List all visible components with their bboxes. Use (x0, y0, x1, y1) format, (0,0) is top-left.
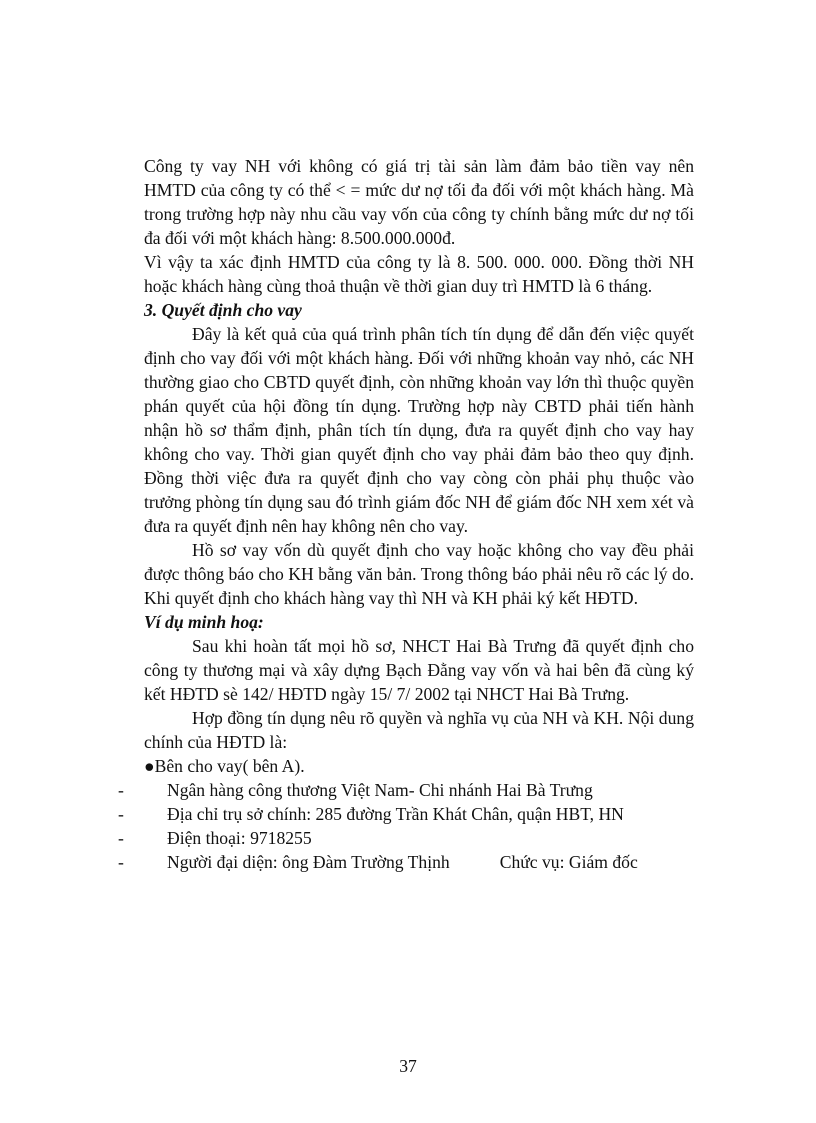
position-text: Chức vụ: Giám đốc (499, 852, 638, 872)
paragraph: Đây là kết quả của quá trình phân tích tín dụng để dẫn đến việc quyết định cho vay đối với một khách hàng. Đối với những khoản vay nhỏ, các NH thường giao cho CBTD quyết định, còn những khoản vay lớn thì thuộc quyền phán quyết của hội đồng tín dụng. Trường hợp này CBTD phải tiến hành nhận hồ sơ thẩm định, phân tích tín dụng, đưa ra quyết định cho vay hay không cho vay. Thời gian quyết định cho vay phải đảm bảo theo quy định. Đồng thời việc đưa ra quyết định cho vay còng còn phải phụ thuộc vào trưởng phòng tín dụng sau đó trình giám đốc NH để giám đốc NH xem xét và đưa ra quyết định nên hay không nên cho vay. (144, 324, 694, 536)
dash-bullet: - (118, 780, 124, 800)
paragraph: Hồ sơ vay vốn dù quyết định cho vay hoặc không cho vay đều phải được thông báo cho KH bằng văn bản. Trong thông báo phải nêu rõ các lý do. Khi quyết định cho khách hàng vay thì NH và KH phải ký kết HĐTD. (144, 540, 694, 608)
dash-bullet: - (118, 804, 124, 824)
page-number: 37 (399, 1056, 417, 1076)
paragraph: Công ty vay NH với không có giá trị tài sản làm đảm bảo tiền vay nên HMTD của công ty có thể < = mức dư nợ tối đa đối với một khách hàng. Mà trong trường hợp này nhu cầu vay vốn của công ty chính bằng mức dư nợ tối đa đối với một khách hàng: 8.500.000.000đ. (144, 156, 694, 248)
list-item-text: Địa chỉ trụ sở chính: 285 đường Trần Khát Chân, quận HBT, HN (167, 804, 624, 824)
list-item (118, 826, 694, 850)
party-a-heading: ●Bên cho vay( bên A). (144, 756, 305, 776)
list-item (118, 802, 694, 826)
list-item-text: Ngân hàng công thương Việt Nam- Chi nhánh Hai Bà Trưng (167, 780, 593, 800)
paragraph: Vì vậy ta xác định HMTD của công ty là 8. 500. 000. 000. Đồng thời NH hoặc khách hàng cùng thoả thuận về thời gian duy trì HMTD là 6 tháng. (144, 252, 694, 296)
section-heading: 3. Quyết định cho vay (144, 300, 302, 320)
list-item (118, 850, 694, 874)
list-item (118, 778, 694, 802)
dash-bullet: - (118, 852, 124, 872)
paragraph: Hợp đồng tín dụng nêu rõ quyền và nghĩa vụ của NH và KH. Nội dung chính của HĐTD là: (144, 708, 694, 752)
example-heading: Ví dụ minh hoạ: (144, 612, 264, 632)
paragraph: Sau khi hoàn tất mọi hồ sơ, NHCT Hai Bà Trưng đã quyết định cho công ty thương mại và xây dựng Bạch Đằng vay vốn và hai bên đã cùng ký kết HĐTD sè 142/ HĐTD ngày 15/ 7/ 2002 tại NHCT Hai Bà Trưng. (144, 636, 694, 704)
list-item-text: Điện thoại: 9718255 (167, 828, 312, 848)
dash-bullet: - (118, 828, 124, 848)
representative-text: Người đại diện: ông Đàm Trường Thịnh (167, 852, 450, 872)
page-content (118, 154, 694, 874)
